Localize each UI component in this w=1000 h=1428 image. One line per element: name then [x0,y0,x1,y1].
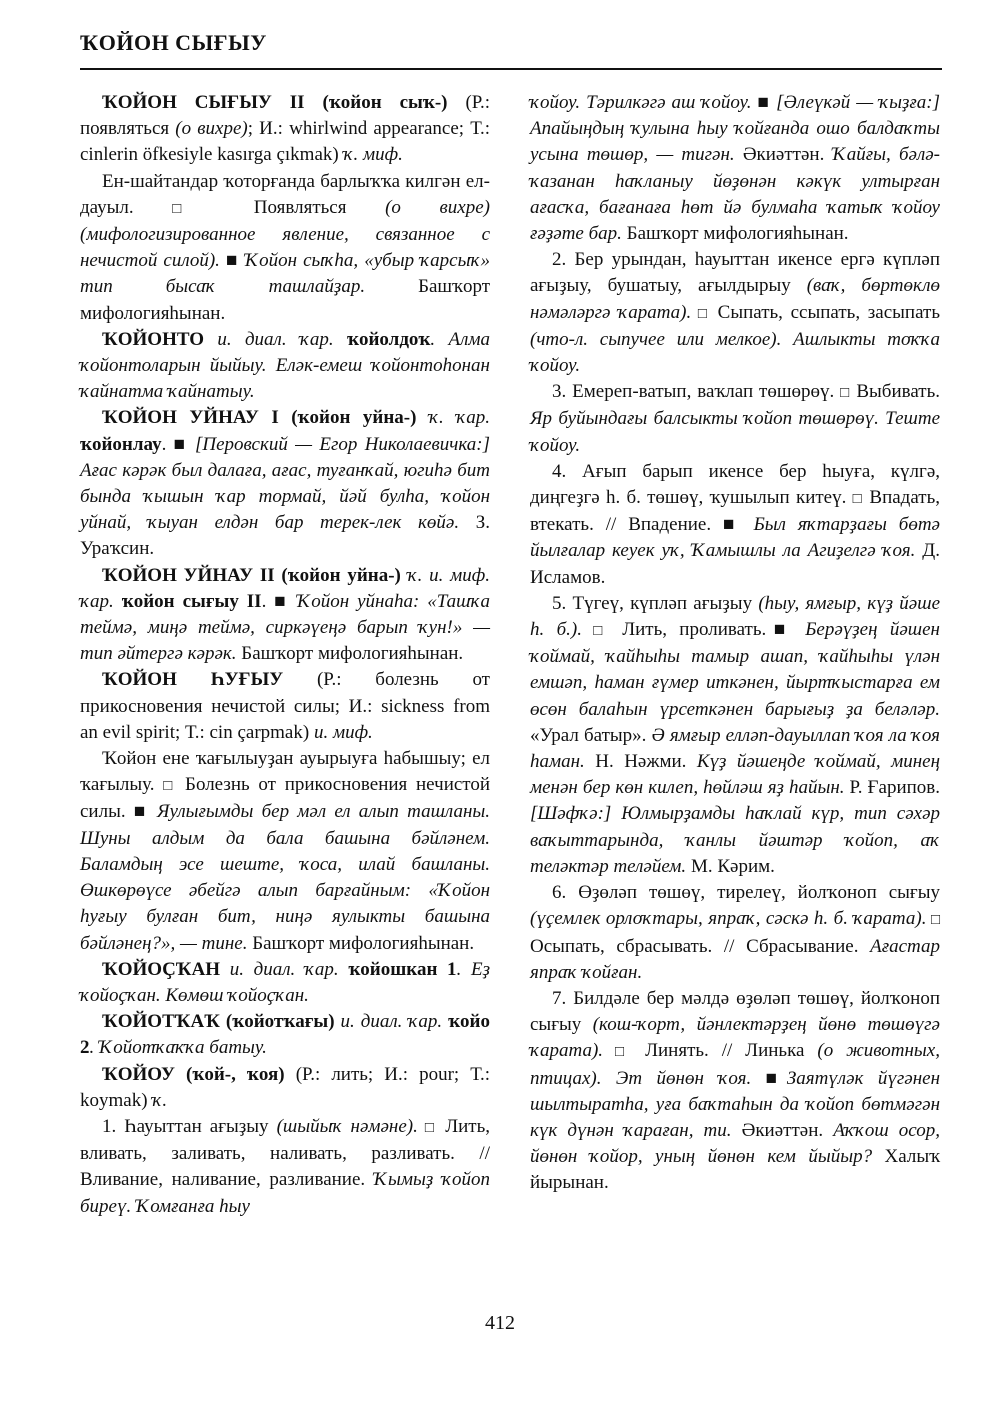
square-marker: □ [691,305,710,322]
bullet-marker: ■ [751,1067,787,1089]
entry-italic: (һыу, ямғыр, күҙ йәше һ. б.). [530,592,941,641]
entry-text: Һауыттан ағыҙыу [116,1115,277,1137]
entry-italic: (шыйыҡ нәмәне). [276,1115,418,1137]
example-italic: . Алма ҡойонтоларын йыйыу. Еләк-емеш ҡойонтоһонан ҡайнатма ҡайнатыу. [80,328,490,403]
example-italic: Ҡымыҙ ҡойоп биреү. Ҡомғанға һыу [80,1169,490,1217]
source-text: Башҡорт мифологияһынан. [236,643,464,665]
sense-4 [530,459,940,591]
entry-italic: и. диал. ҡар. [220,958,349,980]
entry-text: Өҙөләп төшөү, тирелеү, йолҡоноп сығыу [566,882,940,904]
entry-text: Болезнь от прикосновения нечистой силы. [80,774,491,823]
example-italic: Заятүләк йүгәнен шылтыратһа, уға баҡтаһын да ҡойоп бөтмәгән күк дүнән ҡараған, ти. [530,1067,940,1141]
page-number: 412 [485,1312,515,1334]
right-column [530,90,940,1197]
entry-text: . [261,590,275,612]
entry-definition [80,746,490,957]
square-marker: □ [172,200,216,217]
entry-koyon-sygyu-2 [80,90,490,169]
entry-text: Впадать, втекать. // Впадение. [530,487,940,536]
entry-text: ; И.: whirlwind appearance; Т.: cinlerin öfkesiyle kasırga çıkmak) [80,118,490,166]
example-italic: Берәүҙең йәшен ҡоймай, ҡайһыһы тамыр ашап, ҡайһыһы үлән емшәп, һаман ғүмер иткәнен, йыртҡыстарға ем өсөн балаһын үрсеткәнен барығыҙ ҙа беләләр. [530,619,940,720]
bullet-marker: ■ [274,590,289,612]
cross-ref: ҡойон сығыу II [121,590,262,612]
example-italic: Ағастар япраҡ ҡойған. [530,935,940,983]
entry-koyotkak [80,1009,490,1061]
example-italic: Күҙ йәшеңде ҡоймай, минең менән бер көн килеп, һөйләш яҙ һайын. [530,751,940,799]
entry-text: Появляться [215,196,386,218]
header-rule [80,68,942,70]
entry-italic: (о вихре) (мифологизированное явление, связанное с нечистой силой). [80,196,490,272]
entry-text: Ҡойон ене ҡағылыуҙан ауырыуға һабышыу; ел ҡағылыу. [80,748,490,796]
running-head: ҠОЙОН СЫҒЫУ [80,30,267,55]
entry-text: Емереп-ватып, ваҡлап төшөрөү. [566,381,841,403]
entry-koyoskan [80,957,490,1009]
cross-ref: ҡойолдоҡ [346,328,431,350]
entry-text: Лить, проливать. [609,619,767,641]
entry-definition [80,169,490,327]
bullet-marker: ■ [173,433,188,455]
bullet-marker: ■ [219,250,245,272]
entry-koyon-uynau-1 [80,405,490,562]
entry-text: Билдәле бер мәлдә өҙөләп төшөү, йолҡоноп сығыу [530,987,940,1036]
headword: ҠОЙОН УЙНАУ II (ҡойон уйна-) [102,564,401,586]
source-text: Башҡорт мифологияһынан. [621,223,849,245]
left-column [80,90,490,1220]
sense-number: 4. [552,460,567,482]
sense-3 [530,379,940,459]
source-text: Башҡорт мифологияһынан. [80,276,490,324]
entry-italic: ҡ. миф. [343,144,403,166]
entry-italic: и. диал. ҡар. [204,328,347,350]
square-marker: □ [581,623,610,640]
source-text: Әкиәттән. [731,1119,834,1141]
entry-italic: и. диал. ҡар. [334,1011,449,1033]
example-italic: . Ҡойотҡаҡҡа батыу. [89,1037,267,1059]
example-italic: [Шәфҡә:] Юлмырҙамды һаҡлай күр, тип сәхәр ваҡыттарында, ҡанлы йәштәр ҡойоп, аҡ теләктәр теләйем. [530,803,940,877]
entry-text: Бер урындан, һауыттан икенсе ергә күпләп ағыҙыу, бушатыу, ағылдырыу [530,249,940,297]
example-italic: Ә ямғыр елләп-дауыллап ҡоя ла ҡоя һаман. [530,724,940,773]
sense-1-continued [530,90,940,247]
example-italic: Аҡҡош осор, йөнөн ҡойор, уның йөнөн кем йыйыр? [530,1119,940,1168]
bullet-marker: ■ [751,92,777,113]
example-italic: Яулығымды бер мәл ел алып ташланы. Шуны алдым да бала башына бәйләнем. Баламдың эсе шеште, ҡоса, илай башланы. Өшкөрөүсе әбейгә алып барғайным: «Ҡойон һуғыу булған бит, ниңә яулыкты башына бәйләнең?», — тине. [80,801,490,954]
entry-text: . [161,433,174,455]
headword: ҠОЙОН УЙНАУ I (ҡойон уйна-) [102,407,417,429]
entry-text: Сыпать, ссыпать, засыпать [709,301,940,323]
example-italic: [Перовский — Егор Николаевичка:] Ағас кәрәк был далаға, ағас, туғанҡай, югиһә бит бында ҡышын ҡар тормай, йәй булһа, ҡойон уйнай, ҡыуан елдән бар терек-лек көйә. [80,433,491,534]
headword: ҠОЙОН СЫҒЫУ II (ҡойон сыҡ-) [102,92,448,113]
headword: ҠОЙОН ҺУҒЫУ [102,669,284,691]
square-marker: □ [840,385,851,402]
square-marker: □ [852,491,864,508]
example-italic: Ҡайғы, бәлә-ҡазанан һаҡланыу йөҙөнән кәкүк ултырған ағасҡа, бағанаға һөт йә булмаһа ҡатыҡ ҡойоу ғәҙәте бар. [530,144,940,245]
bullet-marker: ■ [766,619,793,641]
cross-ref: ҡойонлау [80,433,162,455]
sense-number: 3. [552,381,567,403]
sense-5 [530,591,940,880]
square-marker: □ [603,1044,633,1061]
sense-number: 6. [552,882,567,904]
cross-ref: ҡойошкан 1 [348,958,457,980]
sense-number: 1. [102,1115,117,1137]
entry-text: Ен-шайтандар ҡоторғанда барлыҡҡа килгән ел-дауыл. [80,170,490,218]
source-text: Әкиәттән. [734,144,833,166]
sense-7 [530,986,940,1197]
example-italic: [Әлеүкәй — ҡыҙға:] Апайыңдың ҡулына һыу ҡойғанда ошо балдаҡты усына төшөр, — тигән. [530,92,941,166]
entry-text: Ағып барып икенсе бер һыуға, күлгә, диңгеҙгә һ. б. төшөү, ҡушылып китеү. [530,460,940,509]
cross-ref: ҡойо 2 [80,1011,490,1059]
entry-text: Түгеү, күпләп ағыҙыу [566,592,759,614]
example-italic: Яр буйындағы балсыкты ҡойоп төшөрөү. Теште ҡойоу. [530,408,940,456]
sense-6 [530,880,940,986]
entry-italic: ҡ. ҡар. [416,407,490,429]
entry-text: (Р.: болезнь от прикосновения нечистой силы; И.: sickness from an evil spirit; Т.: cin çarpmak) [80,669,490,743]
entry-italic: (кош-ҡорт, йәнлектәрҙең йөнө төшөүгә ҡарата). [530,1014,940,1062]
headword: ҠОЙОТҠАҠ (ҡойотҡағы) [102,1011,335,1033]
entry-koyou [80,1062,490,1114]
entry-italic: ҡ. и. миф. ҡар. [80,564,490,612]
source-text: «Урал батыр». [530,724,652,746]
entry-text: Линять. // Линька [632,1040,818,1062]
source-text: Башҡорт мифологияһынан. [247,932,475,954]
sense-number: 5. [552,592,567,614]
entry-text: Выбивать. [850,381,941,403]
entry-text: Осыпать, сбрасывать. // Сбрасывание. [530,935,871,957]
entry-italic: (үҫемлек орлоҡтары, япраҡ, сәскә һ. б. ҡарата). [530,908,927,930]
square-marker: □ [417,1119,438,1136]
entry-koyon-hugyu [80,667,490,746]
example-italic: Был яҡтарҙағы бөтә йылғалар кеуек уҡ, Ҡамышлы ла Агиҙелгә ҡоя. [530,514,940,562]
entry-text: (Р.: лить; И.: pour; Т.: koymak) [80,1063,490,1111]
entry-koyon-uynau-2 [80,563,490,668]
headword: ҠОЙОНТО [102,328,205,350]
sense-number: 2. [552,249,567,271]
source-text: Н. Нәжми. [584,751,697,773]
entry-italic: и. миф. [313,721,373,743]
entry-text: (Р.: появляться [80,92,490,140]
source-text: Д. Исламов. [530,540,940,588]
source-text: З. Ураҡсин. [80,512,491,560]
entry-italic: (о вихре) [175,118,248,140]
entry-italic: (о животных, птицах). Эт йөнөн ҡоя. [530,1040,940,1089]
entry-text: Лить, вливать, заливать, наливать, разливать. // Вливание, наливание, разливание. [80,1115,491,1191]
sense-2 [530,247,940,379]
bullet-marker: ■ [133,801,149,823]
entry-italic: ҡ. [152,1089,168,1111]
source-text: М. Кәрим. [686,855,775,877]
example-italic: ҡойоу. Тәрилкәгә аш ҡойоу. [530,92,752,113]
source-text: Р. Ғарипов. [844,777,940,799]
headword: ҠОЙОҪҠАН [102,958,221,980]
entry-italic: (ваҡ, бөртөклө нәмәләргә ҡарата). [530,275,940,323]
example-italic: (что-л. сыпучее или мелкое). Ашлыкты тоҡҡа ҡойоу. [530,328,940,377]
source-text: Халыҡ йырынан. [530,1146,940,1194]
example-italic: Ҡойон сыҡһа, «убыр ҡарсыҡ» тип бысаҡ ташлайҙар. [80,250,490,298]
headword: ҠОЙОУ (ҡой-, ҡоя) [102,1063,285,1085]
sense-number: 7. [552,987,567,1009]
bullet-marker: ■ [723,514,742,536]
sense-1 [80,1114,490,1220]
example-italic: . Еҙ ҡойоҫҡан. Көмөш ҡойоҫҡан. [80,958,490,1006]
example-italic: Ҡойон уйнаһа: «Ташҡа теймә, миңә теймә, сиркәүеңә барып ҡун!» — тип әйтергә кәрәк. [80,590,490,665]
entry-koyonto [80,327,490,406]
square-marker: □ [163,778,177,795]
square-marker: □ [926,912,940,929]
